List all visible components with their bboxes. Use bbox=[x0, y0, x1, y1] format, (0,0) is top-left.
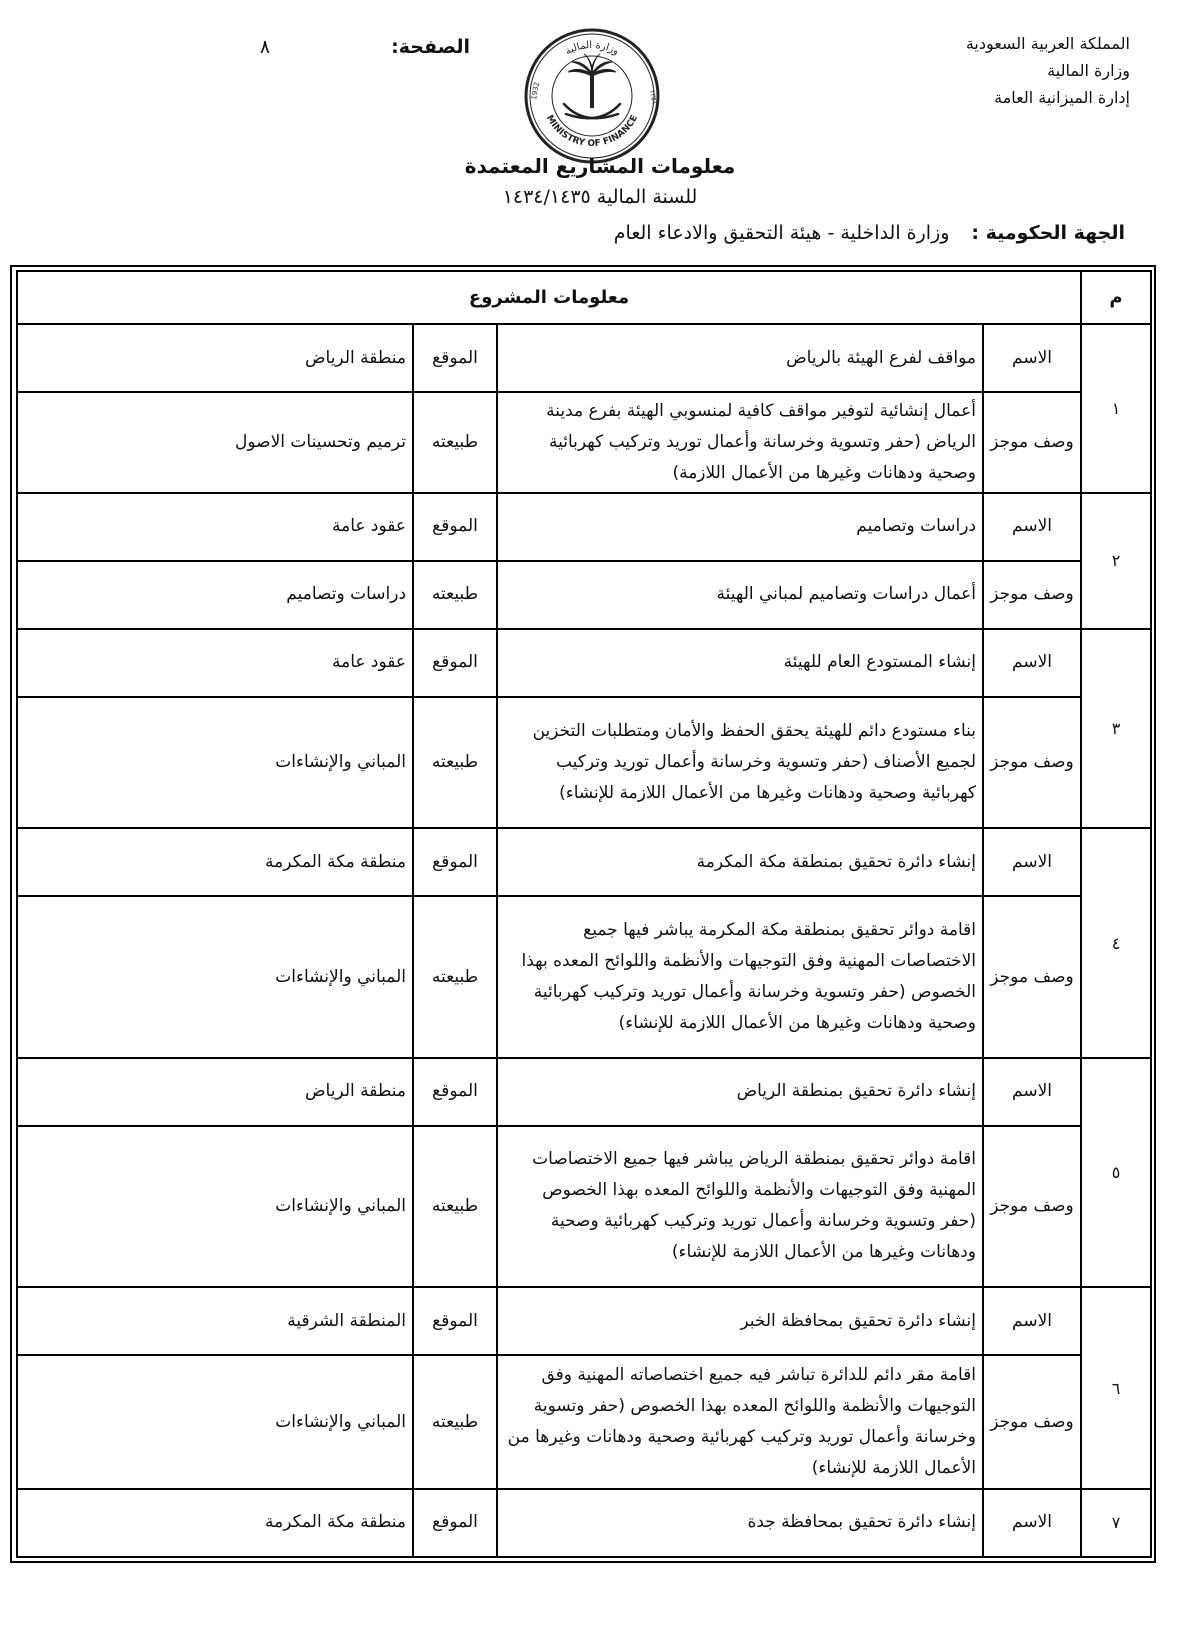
desc-label: وصف موجز bbox=[983, 697, 1081, 829]
name-label: الاسم bbox=[983, 493, 1081, 561]
ministry-seal-logo bbox=[522, 26, 662, 166]
name-label: الاسم bbox=[983, 1287, 1081, 1355]
project-number: ٤ bbox=[1081, 828, 1151, 1057]
project-nature: دراسات وتصاميم bbox=[17, 561, 413, 629]
project-description: اقامة مقر دائم للدائرة تباشر فيه جميع اختصاصاته المهنية وفق التوجيهات والأنظمة واللوائح المعده بهذا الخصوص (حفر وتسوية وخرسانة وأعمال توريد وتركيب كهربائية وصحية ودهانات وغيرها من الأعمال اللازمة للإنشاء) bbox=[497, 1355, 983, 1489]
project-nature: ترميم وتحسينات الاصول bbox=[17, 392, 413, 493]
nature-label: طبيعته bbox=[413, 697, 497, 829]
table-row bbox=[17, 896, 1151, 1057]
desc-label: وصف موجز bbox=[983, 896, 1081, 1057]
desc-label: وصف موجز bbox=[983, 392, 1081, 493]
table-row bbox=[17, 1489, 1151, 1557]
table-row bbox=[17, 1287, 1151, 1355]
government-entity-label: الجهة الحكومية : bbox=[971, 222, 1125, 244]
project-location: منطقة الرياض bbox=[17, 324, 413, 392]
project-number: ٢ bbox=[1081, 493, 1151, 629]
table-row bbox=[17, 493, 1151, 561]
project-description: أعمال دراسات وتصاميم لمباني الهيئة bbox=[497, 561, 983, 629]
location-label: الموقع bbox=[413, 1489, 497, 1557]
project-number: ٣ bbox=[1081, 629, 1151, 829]
ministry-name: وزارة المالية bbox=[1047, 61, 1130, 80]
nature-label: طبيعته bbox=[413, 896, 497, 1057]
name-label: الاسم bbox=[983, 629, 1081, 697]
palm-tree-icon bbox=[568, 54, 616, 108]
department-name: إدارة الميزانية العامة bbox=[994, 88, 1130, 107]
project-name: إنشاء دائرة تحقيق بمحافظة جدة bbox=[497, 1489, 983, 1557]
fiscal-year-subtitle: للسنة المالية ١٤٣٤/١٤٣٥ bbox=[502, 186, 698, 208]
nature-label: طبيعته bbox=[413, 561, 497, 629]
kingdom-name: المملكة العربية السعودية bbox=[965, 34, 1130, 53]
location-label: الموقع bbox=[413, 1058, 497, 1126]
table-row bbox=[17, 1355, 1151, 1489]
project-number: ١ bbox=[1081, 324, 1151, 493]
ministry-header bbox=[870, 30, 1130, 111]
government-entity-value: وزارة الداخلية - هيئة التحقيق والادعاء العام bbox=[613, 222, 950, 244]
table-header-row bbox=[17, 271, 1151, 324]
nature-label: طبيعته bbox=[413, 1126, 497, 1287]
desc-label: وصف موجز bbox=[983, 561, 1081, 629]
header-project-info: معلومات المشروع bbox=[17, 271, 1081, 324]
page-label: الصفحة: bbox=[391, 36, 470, 58]
project-location: منطقة الرياض bbox=[17, 1058, 413, 1126]
location-label: الموقع bbox=[413, 828, 497, 896]
nature-label: طبيعته bbox=[413, 1355, 497, 1489]
project-location: منطقة مكة المكرمة bbox=[17, 1489, 413, 1557]
location-label: الموقع bbox=[413, 493, 497, 561]
project-nature: المباني والإنشاءات bbox=[17, 1355, 413, 1489]
table-row bbox=[17, 629, 1151, 697]
seal-year-right: ١٣٥١ bbox=[648, 88, 659, 106]
seal-arabic-text: وزارة المالية bbox=[563, 39, 621, 58]
government-entity bbox=[565, 222, 1125, 244]
project-location: عقود عامة bbox=[17, 629, 413, 697]
project-location: عقود عامة bbox=[17, 493, 413, 561]
project-name: إنشاء دائرة تحقيق بمنطقة مكة المكرمة bbox=[497, 828, 983, 896]
project-description: أعمال إنشائية لتوفير مواقف كافية لمنسوبي الهيئة بفرع مدينة الرياض (حفر وتسوية وخرسانة وأعمال توريد وتركيب كهربائية وصحية ودهانات وغيرها من الأعمال اللازمة) bbox=[497, 392, 983, 493]
project-name: مواقف لفرع الهيئة بالرياض bbox=[497, 324, 983, 392]
location-label: الموقع bbox=[413, 629, 497, 697]
desc-label: وصف موجز bbox=[983, 1355, 1081, 1489]
name-label: الاسم bbox=[983, 828, 1081, 896]
location-label: الموقع bbox=[413, 1287, 497, 1355]
document-title: معلومات المشاريع المعتمدة bbox=[464, 154, 736, 178]
nature-label: طبيعته bbox=[413, 392, 497, 493]
table-row bbox=[17, 828, 1151, 896]
header-num: م bbox=[1081, 271, 1151, 324]
desc-label: وصف موجز bbox=[983, 1126, 1081, 1287]
seal-year-left: 1932 bbox=[530, 81, 542, 101]
table-row bbox=[17, 1126, 1151, 1287]
project-description: اقامة دوائر تحقيق بمنطقة مكة المكرمة يباشر فيها جميع الاختصاصات المهنية وفق التوجيهات والأنظمة واللوائح المعده بهذا الخصوص (حفر وتسوية وخرسانة وأعمال توريد وتركيب كهربائية وصحية ودهانات وغيرها من الأعمال اللازمة للإنشاء) bbox=[497, 896, 983, 1057]
name-label: الاسم bbox=[983, 324, 1081, 392]
table-row bbox=[17, 392, 1151, 493]
location-label: الموقع bbox=[413, 324, 497, 392]
project-nature: المباني والإنشاءات bbox=[17, 1126, 413, 1287]
table-row bbox=[17, 1058, 1151, 1126]
project-name: إنشاء المستودع العام للهيئة bbox=[497, 629, 983, 697]
project-name: إنشاء دائرة تحقيق بمنطقة الرياض bbox=[497, 1058, 983, 1126]
project-description: بناء مستودع دائم للهيئة يحقق الحفظ والأمان ومتطلبات التخزين لجميع الأصناف (حفر وتسوية وخرسانة وأعمال توريد وتركيب كهربائية وصحية ودهانات وغيرها من الأعمال اللازمة للإنشاء) bbox=[497, 697, 983, 829]
project-nature: المباني والإنشاءات bbox=[17, 896, 413, 1057]
project-description: اقامة دوائر تحقيق بمنطقة الرياض يباشر فيها جميع الاختصاصات المهنية وفق التوجيهات والأنظمة واللوائح المعده بهذا الخصوص (حفر وتسوية وخرسانة وأعمال توريد وتركيب كهربائية وصحية ودهانات وغيرها من الأعمال اللازمة للإنشاء) bbox=[497, 1126, 983, 1287]
name-label: الاسم bbox=[983, 1489, 1081, 1557]
seal-english-text: MINISTRY OF FINANCE bbox=[543, 113, 641, 150]
project-nature: المباني والإنشاءات bbox=[17, 697, 413, 829]
project-number: ٧ bbox=[1081, 1489, 1151, 1557]
project-location: منطقة مكة المكرمة bbox=[17, 828, 413, 896]
projects-table bbox=[16, 270, 1152, 1558]
table-row bbox=[17, 697, 1151, 829]
name-label: الاسم bbox=[983, 1058, 1081, 1126]
page-number: ٨ bbox=[259, 36, 271, 58]
project-location: المنطقة الشرقية bbox=[17, 1287, 413, 1355]
table-row bbox=[17, 324, 1151, 392]
project-name: إنشاء دائرة تحقيق بمحافظة الخبر bbox=[497, 1287, 983, 1355]
project-number: ٦ bbox=[1081, 1287, 1151, 1489]
table-row bbox=[17, 561, 1151, 629]
project-number: ٥ bbox=[1081, 1058, 1151, 1287]
project-name: دراسات وتصاميم bbox=[497, 493, 983, 561]
